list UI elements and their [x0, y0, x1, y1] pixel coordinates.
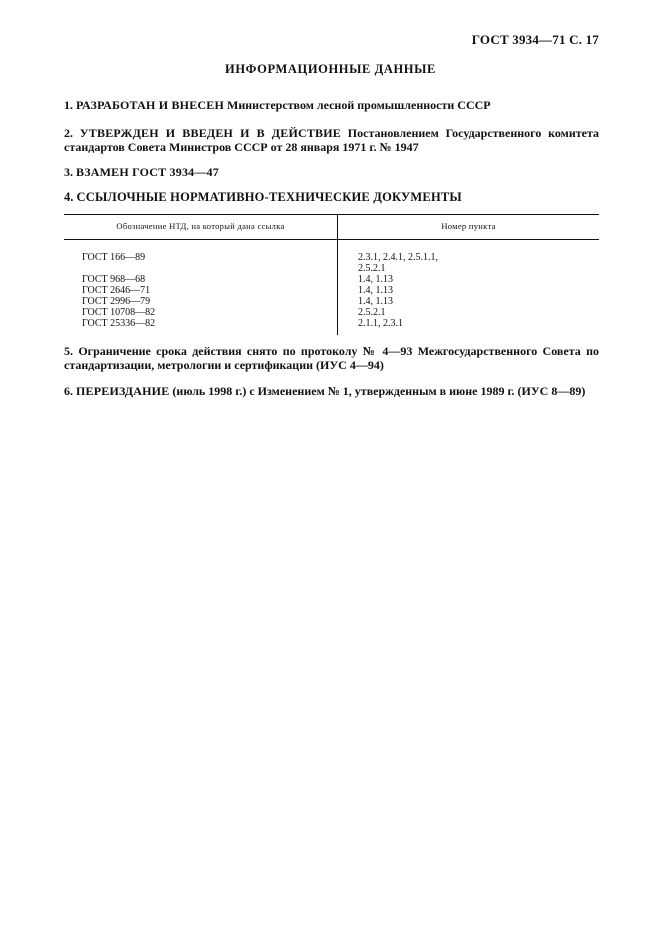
table-row: [64, 240, 599, 275]
item-number: 4.: [64, 190, 74, 204]
item-heading: ССЫЛОЧНЫЕ НОРМАТИВНО-ТЕХНИЧЕСКИЕ ДОКУМЕНТЫ: [76, 190, 462, 204]
item-text: Постановлением Государственного комитета стандартов Совета Министров СССР от 28 января 1971 г. № 1947: [64, 126, 599, 154]
table-header-row: [64, 215, 599, 240]
item-number: 5.: [64, 344, 73, 358]
item-heading: УТВЕРЖДЕН И ВВЕДЕН И В ДЕЙСТВИЕ: [79, 126, 341, 140]
clause-line: 2.3.1, 2.4.1, 2.5.1.1,: [358, 252, 438, 263]
info-item-references: [64, 190, 599, 204]
table-row: [64, 307, 599, 318]
item-number: 6.: [64, 384, 73, 398]
reference-documents-table: [64, 214, 599, 335]
item-number: 3.: [64, 165, 73, 179]
info-item-validity: [64, 344, 599, 372]
cell-document: ГОСТ 968—68: [64, 274, 338, 285]
item-heading: РАЗРАБОТАН И ВНЕСЕН: [76, 98, 225, 112]
item-heading: ВЗАМЕН ГОСТ 3934—47: [76, 165, 219, 179]
info-item-replaced: [64, 165, 599, 179]
table-row: [64, 274, 599, 285]
cell-document: ГОСТ 2996—79: [64, 296, 338, 307]
info-item-approved: [64, 126, 599, 154]
cell-clauses: 1.4, 1.13: [358, 274, 393, 285]
table-row: [64, 296, 599, 307]
cell-document: ГОСТ 166—89: [64, 240, 338, 275]
cell-clauses: 1.4, 1.13: [358, 285, 393, 296]
item-text: Министерством лесной промышленности СССР: [224, 98, 491, 112]
item-heading: ПЕРЕИЗДАНИЕ: [76, 384, 170, 398]
table-row: [64, 285, 599, 296]
cell-clauses: 2.5.2.1: [358, 307, 386, 318]
item-text: (июль 1998 г.) с Изменением № 1, утвержденным в июне 1989 г. (ИУС 8—89): [169, 384, 586, 398]
cell-clauses: [338, 240, 600, 275]
cell-clauses: 2.1.1, 2.3.1: [358, 318, 403, 329]
item-text: Ограничение срока действия снято по протоколу № 4—93 Межгосударственного Совета по стандартизации, метрологии и сертификации (ИУС 4—94): [64, 344, 599, 372]
info-item-reissue: [64, 384, 599, 398]
page-header-reference: ГОСТ 3934—71 С. 17: [471, 32, 599, 47]
cell-document: ГОСТ 10708—82: [64, 307, 338, 318]
table-row: [64, 318, 599, 335]
info-item-developed: [64, 98, 599, 112]
cell-document: ГОСТ 25336—82: [64, 318, 338, 335]
cell-clauses: 1.4, 1.13: [358, 296, 393, 307]
cell-document: ГОСТ 2646—71: [64, 285, 338, 296]
item-number: 1.: [64, 98, 73, 112]
column-header-clause: Номер пункта: [338, 215, 600, 240]
item-number: 2.: [64, 126, 73, 140]
document-title: ИНФОРМАЦИОННЫЕ ДАННЫЕ: [225, 62, 436, 76]
clause-line: 2.5.2.1: [358, 263, 386, 274]
column-header-document: Обозначение НТД, на который дана ссылка: [64, 215, 338, 240]
